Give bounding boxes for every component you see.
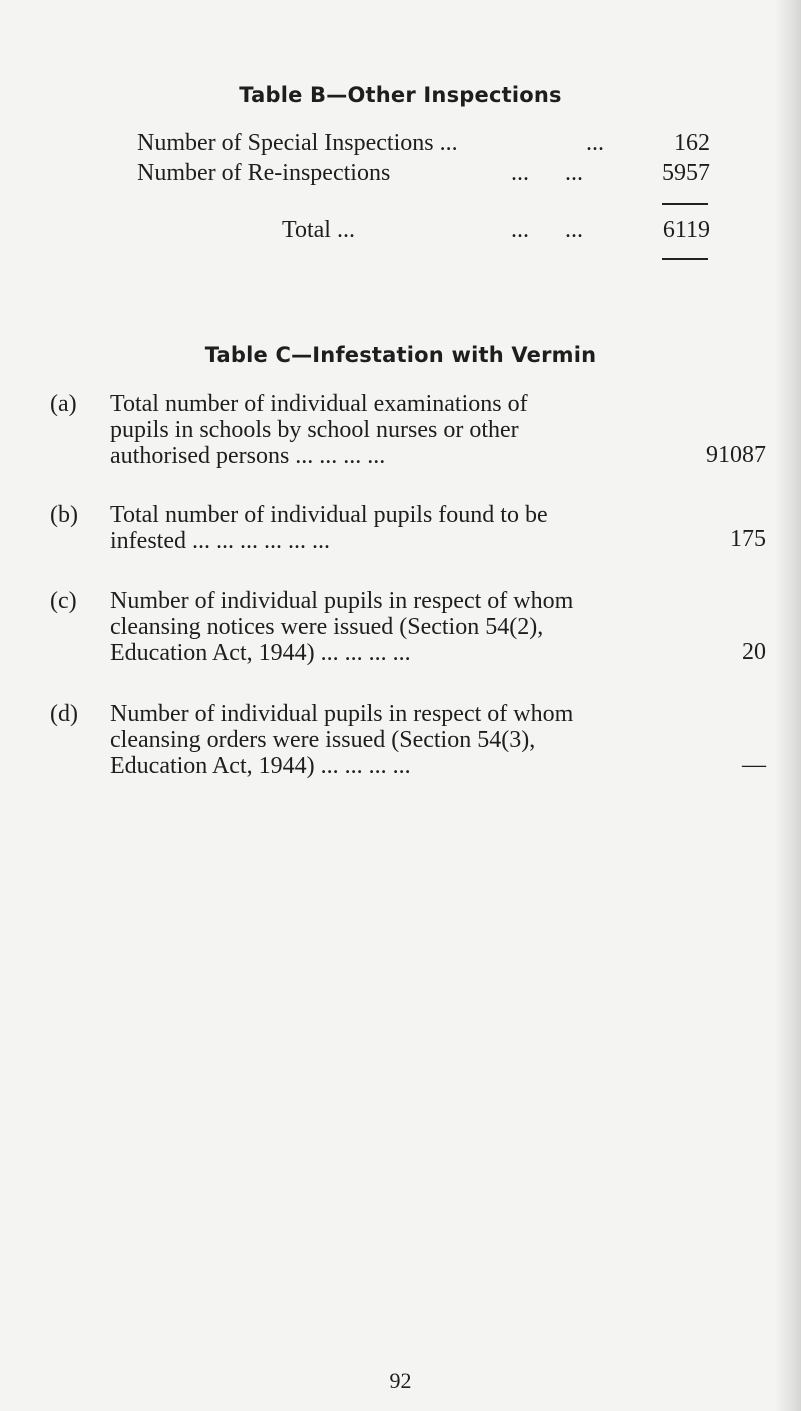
total-rule	[662, 258, 708, 260]
table-b-row-label: Number of Special Inspections ...	[137, 130, 458, 156]
table-b-row-value: 162	[674, 130, 710, 156]
table-b-row-label: Number of Re-inspections	[137, 160, 391, 186]
table-b-total-leader: ... ...	[511, 217, 583, 243]
subtotal-rule	[662, 203, 708, 205]
item-text	[110, 391, 650, 469]
table-b-total-label: Total ...	[282, 217, 355, 243]
item-line: infested ... ... ... ... ... ...	[110, 528, 330, 554]
item-marker: (a)	[50, 391, 77, 417]
item-value: 20	[742, 639, 766, 665]
item-text	[110, 701, 650, 779]
item-value: 91087	[706, 442, 766, 468]
table-b-row-leader: ... ...	[511, 160, 583, 186]
page-number: 92	[389, 1368, 412, 1393]
table-c-title: Table C—Infestation with Vermin	[204, 343, 597, 367]
item-line: Education Act, 1944) ... ... ... ...	[110, 640, 411, 666]
item-line: pupils in schools by school nurses or other	[110, 417, 519, 443]
item-value: —	[742, 752, 766, 778]
table-b-title: Table B—Other Inspections	[239, 83, 562, 107]
item-line: Education Act, 1944) ... ... ... ...	[110, 753, 411, 779]
item-line: Number of individual pupils in respect of whom	[110, 701, 574, 727]
item-line: cleansing orders were issued (Section 54(3),	[110, 727, 536, 753]
item-value: 175	[730, 526, 766, 552]
page-edge-shadow	[775, 0, 801, 1411]
item-text	[110, 588, 650, 666]
table-b-row-leader: ...	[586, 130, 604, 156]
item-line: Number of individual pupils in respect of whom	[110, 588, 574, 614]
item-line: authorised persons ... ... ... ...	[110, 443, 386, 469]
item-marker: (c)	[50, 588, 77, 614]
item-line: cleansing notices were issued (Section 54(2),	[110, 614, 544, 640]
table-b-row-value: 5957	[662, 160, 710, 186]
item-marker: (b)	[50, 502, 78, 528]
item-line: Total number of individual pupils found to be	[110, 502, 548, 528]
table-b-total-value: 6119	[662, 217, 710, 243]
item-text	[110, 502, 650, 554]
item-line: Total number of individual examinations of	[110, 391, 528, 417]
item-marker: (d)	[50, 701, 78, 727]
